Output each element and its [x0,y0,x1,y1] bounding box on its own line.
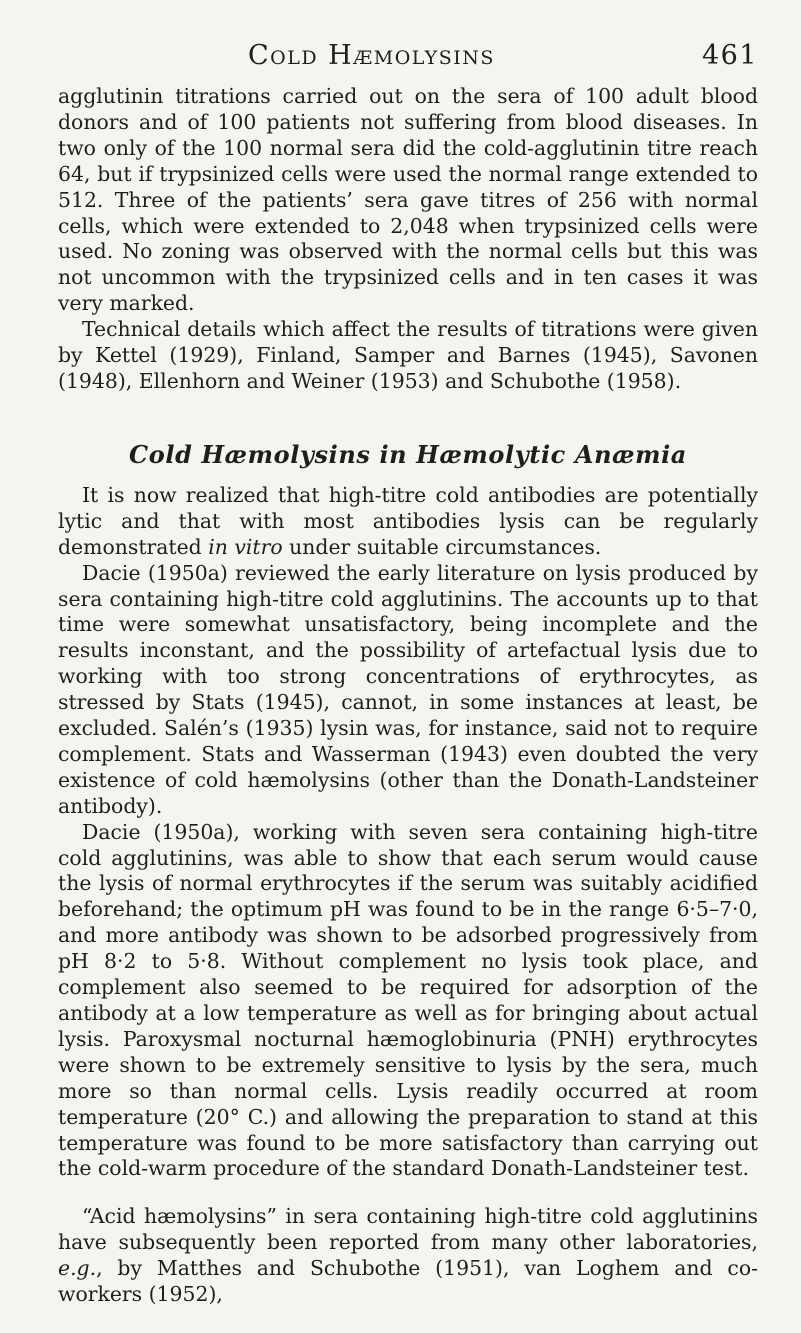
running-head [58,40,758,84]
paragraph-continued: agglutinin titrations carried out on the sera of 100 adult blood donors and of 100 patients not suffering from blood diseases. In two only of the 100 normal sera did the cold-agglutinin titre reach 64, but if trypsinized cells were used the normal range extended to 512. Three of the patients’ sera gave titres of 256 with normal cells, which were extended to 2,048 when trypsinized cells were used. No zoning was observed with the normal cells but this was not uncommon with the trypsinized cells and in ten cases it was very marked. [58,84,758,316]
italic-term: e.g. [58,1256,97,1281]
running-title: Cold Hæmolysins [248,40,495,71]
text-run: “Acid hæmolysins” in sera containing high-titre cold agglutinins have subsequently been reported from many other laboratories, [58,1204,758,1255]
text-run: It is now realized that high-titre cold antibodies are potentially lytic and that with most antibodies lysis can be regularly demonstrated [58,482,758,559]
paragraph-dacie-findings: Dacie (1950a), working with seven sera containing high-titre cold agglutinins, was able to show that each serum would cause the lysis of normal erythrocytes if the serum was suitably acidified beforehand; the optimum pH was found to be in the range 6·5–7·0, and more antibody was shown to be adsorbed progressively from pH 8·2 to 5·8. Without complement no lysis took place, and complement also seemed to be required for adsorption of the antibody at a low temperature as well as for bringing about actual lysis. Paroxysmal nocturnal hæmoglobinuria (PNH) erythrocytes were shown to be extremely sensitive to lysis by the sera, much more so than normal cells. Lysis readily occurred at room temperature (20° C.) and allowing the preparation to stand at this temperature was found to be more satisfactory than carrying out the cold-warm procedure of the standard Donath-Landsteiner test. [58,819,758,1181]
italic-term: in vitro [208,534,283,559]
text-run: under suitable circumstances. [282,534,602,559]
paragraph-lytic-antibodies [58,483,758,561]
paragraph-gap [58,1182,758,1204]
page-number: 461 [701,40,758,71]
paragraph-acid-haemolysins [58,1204,758,1308]
book-page [58,40,758,1308]
text-run: , by Matthes and Schubothe (1951), van Loghem and co-workers (1952), [58,1256,758,1307]
paragraph-technical-details: Technical details which affect the results of titrations were given by Kettel (1929), Finland, Samper and Barnes (1945), Savonen (1948), Ellenhorn and Weiner (1953) and Schubothe (1958). [58,317,758,393]
paragraph-early-literature: Dacie (1950a) reviewed the early literature on lysis produced by sera containing high-titre cold agglutinins. The accounts up to that time were somewhat unsatisfactory, being incomplete and the results inconstant, and the possibility of artefactual lysis due to working with too strong concentrations of erythrocytes, as stressed by Stats (1945), cannot, in some instances at least, be excluded. Salén’s (1935) lysin was, for instance, said not to require complement. Stats and Wasserman (1943) even doubted the very existence of cold hæmolysins (other than the Donath-Landsteiner antibody). [58,560,758,818]
section-heading: Cold Hæmolysins in Hæmolytic Anæmia [129,439,687,469]
